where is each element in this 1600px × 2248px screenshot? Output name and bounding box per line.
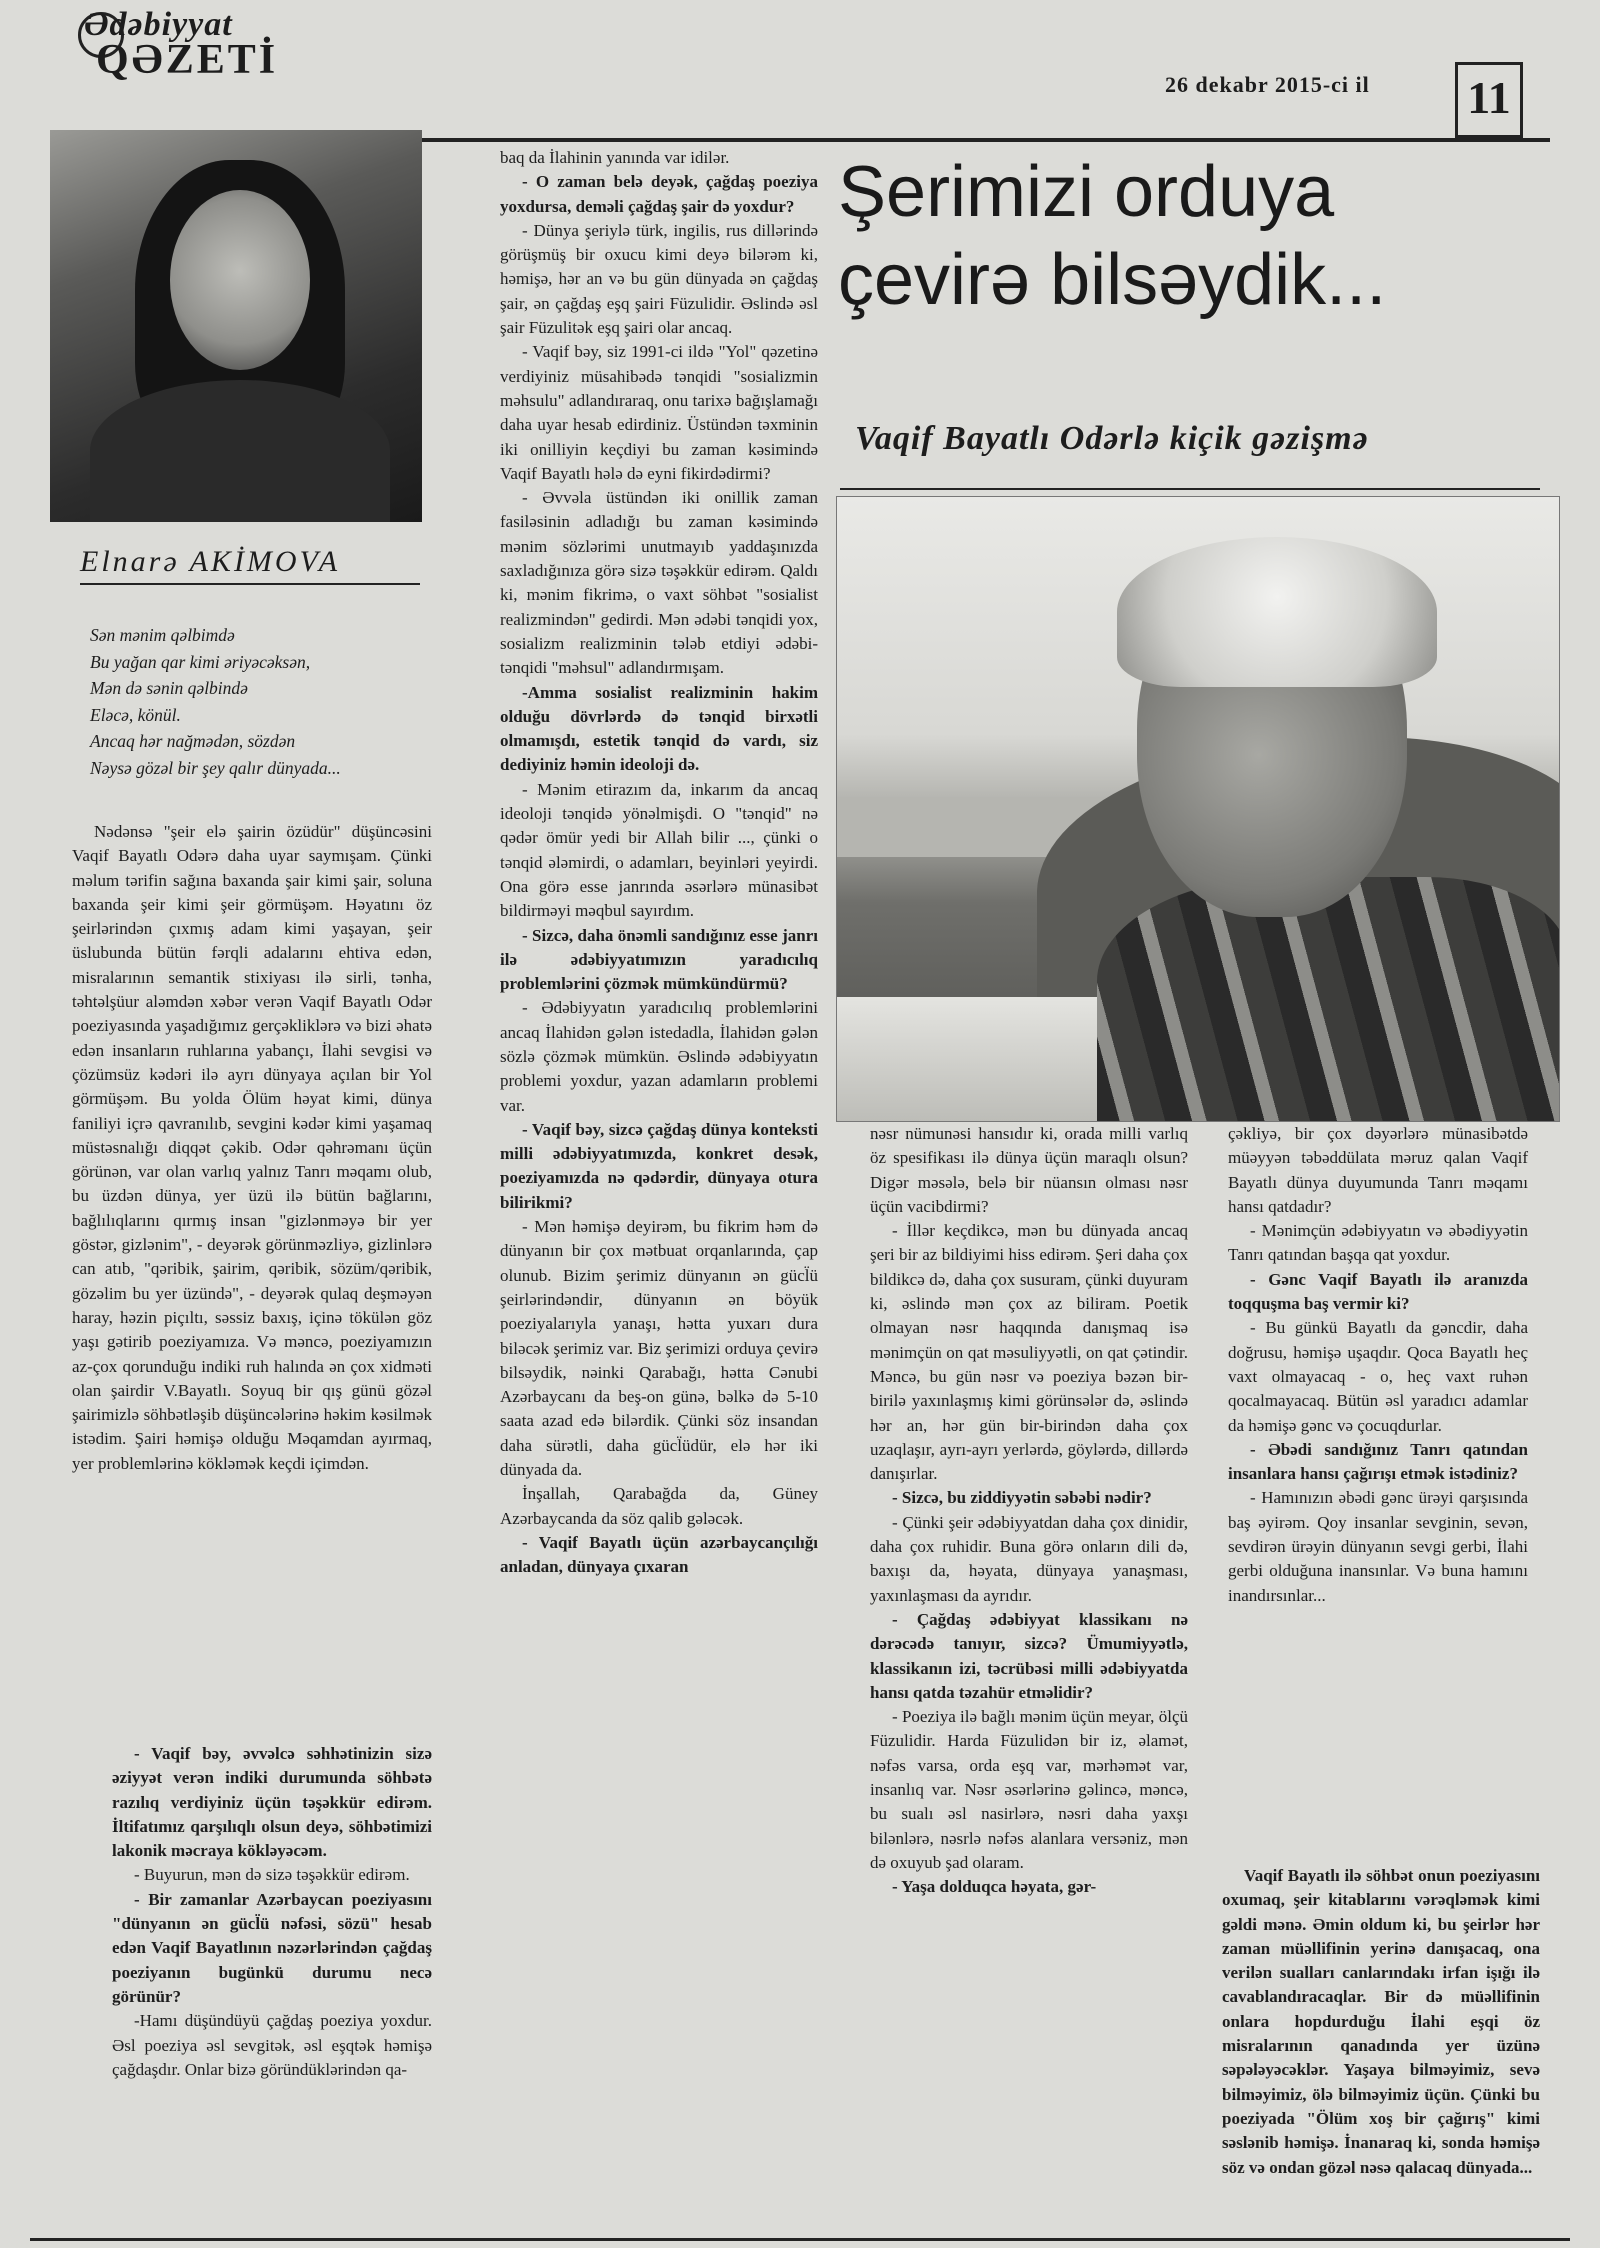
column-2 [500,146,818,1580]
question: - Bir zamanlar Azərbaycan poeziyasını "dünyanın ən gücl̈ü nəfəsi, sözü" hesab edən Vaqif Bayatlının nəzərlərindən çağdaş poeziyanın bugünkü durumu necə görünür? [112,1889,432,2006]
interviewee-photo [836,496,1560,1122]
poem-line: Sən mənim qəlbimdə [90,625,235,645]
question: - Çağdaş ədəbiyyat klassikanı nə dərəcədə tanıyır, sizcə? Ümumiyyətlə, klassikanın izi, təcrübəsi milli ədəbiyyatda hansı qatda təzahür etməlidir? [870,1609,1188,1702]
poem-line: Nəysə gözəl bir şey qalır dünyada... [90,757,341,778]
subtitle-rule [840,488,1540,490]
logo-line2: QƏZETİ [96,37,279,83]
issue-date: 26 dekabr 2015-ci il [1165,72,1370,97]
poem-line: Mən də sənin qəlbində [90,678,248,698]
article-title [838,148,1548,324]
title-line1: Şerimizi orduya [838,152,1335,232]
question: çəkliyə, bir çox dəyərlərə münasibətdə müəyyən təbəddülata məruz qalan Vaqif Bayatlı dünya duyumunda Tanrı məqamı hansı qatdadır? [1228,1124,1528,1216]
author-name: Elnarə AKİMOVA [80,545,420,585]
question: - Vaqif bəy, əvvəlcə səhhətinizin sizə əziyyət verən indiki durumunda söhbətə razılıq verdiyiniz üçün təşəkkür edirəm. İltifatımız qarşılıqlı olsun deyə, söhbətimizi lakonik məcraya kökləyəcəm. [112,1744,432,1861]
answer: baq da İlahinin yanında var idilər. [500,148,730,167]
question: - Əbədi sandığınız Tanrı qatından insanlara hansı çağırışı etmək istədiniz? [1228,1439,1528,1484]
answer: -Hamı düşündüyü çağdaş poeziya yoxdur. Əsl poeziya əsl sevgitək, əsl eşqtək həmişə çağdaşdır. Onlar bizə göründüklərindən qa- [112,2011,432,2079]
epigraph-poem [90,622,430,781]
poem-line: Ancaq hər nağmədən, sözdən [90,731,296,751]
question: - Vaqif bəy, siz 1991-ci ildə "Yol" qəzetinə verdiyiniz müsahibədə tənqidi "sosializmin məhsulu" adlandıraraq, onu tarixə bağışlamağı daha uyar hesab edirdiniz. Üstündən təxminin iki onilliyin keçdiyi bu zaman kəsimində Vaqif Bayatlı hələ də eyni fikirdədirmi? [500,342,818,483]
answer: - Mən həmişə deyirəm, bu fikrim həm də dünyanın bir çox mətbuat orqanlarında, çap olunub. Bizim şerimiz dünyanın ən gücl̈ü şeirlərindəndir, dünyanın ən böyük poeziyalarıyla yanaşı, hətta yuxarı dura biləcək şerimiz var. Biz şerimizi orduya çevirə bilsəydik, nəinki Qarabağı, hətta Cənubi Azərbaycanı da beş-on günə, bəlkə də 5-10 saata azad edə bilərdik. Çünki söz insandan daha sürətli, daha gücl̈üdür, elə hər iki dünyada da. [500,1217,818,1480]
column-4 [1228,1122,1528,1608]
question: - Yaşa dolduqca həyata, gər- [892,1877,1097,1897]
question: - Vaqif bəy, sizcə çağdaş dünya konteksti milli ədəbiyyatımızda, konkret desək, poeziyamızda nə qədərdir, dünyaya otura bilirikmi? [500,1119,818,1212]
question: - Vaqif Bayatlı üçün azərbaycançılığı anladan, dünyaya çıxaran [500,1532,818,1577]
answer: - Hamınızın əbədi gənc ürəyi qarşısında baş əyirəm. Qoy insanlar sevginin, sevən, sevdirən ürəyin dünyanın sevgi gerbi, İlahi gerbi olduğuna inansınlar. Və buna hamını inandırsınlar... [1228,1488,1528,1605]
answer: - Çünki şeir ədəbiyyatdan daha çox dinidir, daha çox ruhidir. Buna görə onların dili də, baxışı da, həyata, dünyaya yanaşması, yaxınlaşması da ayrıdır. [870,1512,1188,1605]
answer: - Mənim etirazım da, inkarım da ancaq ideoloji tənqidə yönəlmişdi. O "tənqid" nə qədər ömür yedi bir Allah bilir ..., çünki o tənqid ələmirdi, o adamları, beyinləri yeyirdi. Ona görə esse janrında əsərlərə münasibət bildirməyi məqbul sayırdım. [500,779,818,921]
question: -Amma sosialist realizminin hakim olduğu dövrlərdə də tənqid birxətli olmamışdı, estetik tənqid də vardı, siz dediyiniz həmin ideoloji də. [500,682,818,775]
poem-line: Eləcə, könül. [90,704,181,725]
footer-rule [30,2238,1570,2241]
newspaper-logo [78,6,338,86]
answer: İnşallah, Qarabağda da, Güney Azərbaycanda da söz qalib gələcək. [500,1484,818,1528]
title-line2: çevirə bilsəydik... [838,240,1387,320]
logo-line1: Ədəbiyyat [84,6,233,43]
answer: - Dünya şeriylə türk, ingilis, rus dillərində görüşmüş bir oxucu kimi deyə bilərəm ki, həmişə, hər an və bu gün dünyada ən çağdaş şair, ən çağdaş eşq şairi Füzulidir. Əslində əsl şair Füzulitək eşq şairi olar ancaq. [500,220,818,338]
answer: - Buyurun, mən də sizə təşəkkür edirəm. [134,1865,410,1885]
question: - O zaman belə deyək, çağdaş poeziya yoxdursa, deməli çağdaş şair də yoxdur? [500,172,818,216]
question: - Sizcə, daha önəmli sandığınız esse janrı ilə ədəbiyyatımızın yaradıcılıq problemlərini çözmək mümkündürmü? [500,925,818,994]
page-number: 11 [1455,62,1523,138]
column-1-intro [72,820,432,1476]
answer: - Əvvəla üstündən iki onillik zaman fasiləsinin adladığı bu zaman kəsimində mənim sözlərimi unutmayıb yaddaşınızda saxladığınıza görə sizə təşəkkür edirəm. Qaldı ki, mənim fikrimə, o vaxt söhbət "sosialist realizmindən" gedirdi. Mən ədəbi tənqidi yox, sosializm realizminin tələb etdiyi ədəbi-tənqidi "məhsul" adlandırmışam. [500,488,818,678]
article-subtitle: Vaqif Bayatlı Odərlə kiçik gəzişmə [855,420,1369,457]
answer: - Mənimçün ədəbiyyatın və əbədiyyətin Tanrı qatından başqa qat yoxdur. [1228,1221,1528,1265]
answer: - Ədəbiyyatın yaradıcılıq problemlərini ancaq İlahidən gələn istedadla, İlahidən gələn sözlə çözmək mümkün. Əslində ədəbiyyatın problemi yoxdur, yazan adamların problemi var. [500,998,818,1115]
author-photo [50,130,422,522]
answer: - İllər keçdikcə, mən bu dünyada ancaq şeri bir az bildiyimi hiss edirəm. Şeri daha çox bildikcə də, daha çox susuram, çünki duyuram ki, əslində mən çox az biliram. Poetik olmayan nəsr haqqında danışmaq isə mənimçün on qat məsuliyyətli, on qat çətindir. Məncə, bu gün nəsr və poeziya bəzən bir-birilə yaxınlaşmış kimi görünsələr də, əslində hər an, hər gün bir-birindən daha çox uzaqlaşır, ayrı-ayrı yerlərdə, göylərdə, dillərdə danışırlar. [870,1221,1188,1484]
answer: - Poeziya ilə bağlı mənim üçün meyar, ölçü Füzulidir. Harda Füzulidən bir iz, əlamət, nəfəs varsa, orda eşq var, mərhəmət var, insanlıq var. Nəsr əsərlərinə gəlincə, məncə, bu sualı əsl nasirlərə, nəsri daha yaxşı bilənlərə, nəsrlə nəfəs alanlara versəniz, mən də oxuyub şad olaram. [870,1707,1188,1872]
question: - Sizcə, bu ziddiyyətin səbəbi nədir? [892,1488,1152,1508]
answer: - Bu günkü Bayatlı da gəncdir, daha doğrusu, həmişə uşaqdır. Qoca Bayatlı heç vaxt olmayacaq - o, heç vaxt ruhən qocalmayacaq. Bütün əsl yaradıcı adamlar da həmişə gənc və çocuqdurlar. [1228,1318,1528,1435]
column-3 [870,1122,1188,1900]
column-4-outro [1222,1864,1540,2180]
intro-paragraph: Nədənsə "şeir elə şairin özüdür" düşüncəsini Vaqif Bayatlı Odərə daha uyar saymışam. Çünki məlum tərifin sağına baxanda şair kimi şair, soluna baxanda şeir kimi şeir görmüşəm. Həyatını öz şeirlərindən çıxmış adam kimi yaşayan, şeir üslubunda bütün fərqli adalarını ehtiva edən, misralarının semantik stixiyası ilə sirli, tənha, təhtəlşüur aləmdən xəbər verən Vaqif Bayatlı Odər poeziyasında yaşadığımız gerçəkliklərə və bizi əhatə edən insanların ruhlarına yabançı, İlahi sevgisi və çözümsüz kədəri ilə ayrı dünyaya açılan bir Yol görmüşəm. Bu yolda Ölüm həyat kimi, dünya faniliyi içrə qavranılıb, sevgini kədər kimi yaşamaq müstəsnalığı diqqət çəkib. Odər qəhrəmanı üçün görünən, var olan varlıq yalnız Tanrı məqamı olub, bu üzdən dünya, yer üzü ilə bütün bağlarını, bağlılıqlarını qırmış insan "gizlənməyə bir yer göstər, gizlənim", - deyərək görünməzliyə, gizlinlərə can atıb, "qəribik, şairim, qəribik, sözüm/qəribik, gözəlim bu yer üzündə", - deyərək qulaq deşməyən haray, həzin piçıltı, səssiz baxış, içinə tökülən göz yaşı gətirib poeziyamıza. Və məncə, poeziyamızın az-çox qorunduğu indiki ruh halında ən çox xidməti olan şairdir V.Bayatlı. Soyuq bir qış günü gözəl şairimizlə söhbətləşib düşüncələrinə həkim kəsilmək istədim. Şairi həmişə olduğu Məqamdan ayırmaq, yer problemlərinə kökləmək keçdi içimdən. [72,822,432,1473]
poem-line: Bu yağan qar kimi əriyəcəksən, [90,651,311,672]
outro-paragraph: Vaqif Bayatlı ilə söhbət onun poeziyasını oxumaq, şeir kitablarını vərəqləmək kimi gəldi mənə. Əmin oldum ki, bu şeirlər hər zaman müəllifinin yerinə danışacaq, ona verilən sualları canlarındakı irfan işığı ilə cavablandıracaqlar. Bir də müəllifinin onlara hopdurduğu İlahi eşqi öz misralarının qanadında yer üzünə səpələyəcəklər. Yaşaya bilməyimiz, sevə bilməyimiz, ölə bilməyimiz üçün. Çünki bu poeziyada "Ölüm xoş bir çağırış" kimi səslənib həmişə. İnanaraq ki, sonda həmişə söz və ondan gözəl nəsə qalacaq dünyada... [1222,1866,1540,2177]
column-1-interview [112,1742,432,2082]
question: nəsr nümunəsi hansıdır ki, orada milli varlıq öz spesifikası ilə dünya üçün maraqlı olsun? Digər məsələ, belə bir nüansın olması nəsr üçün vacibdirmi? [870,1124,1188,1216]
question: - Gənc Vaqif Bayatlı ilə aranızda toqquşma baş vermir ki? [1228,1269,1528,1314]
